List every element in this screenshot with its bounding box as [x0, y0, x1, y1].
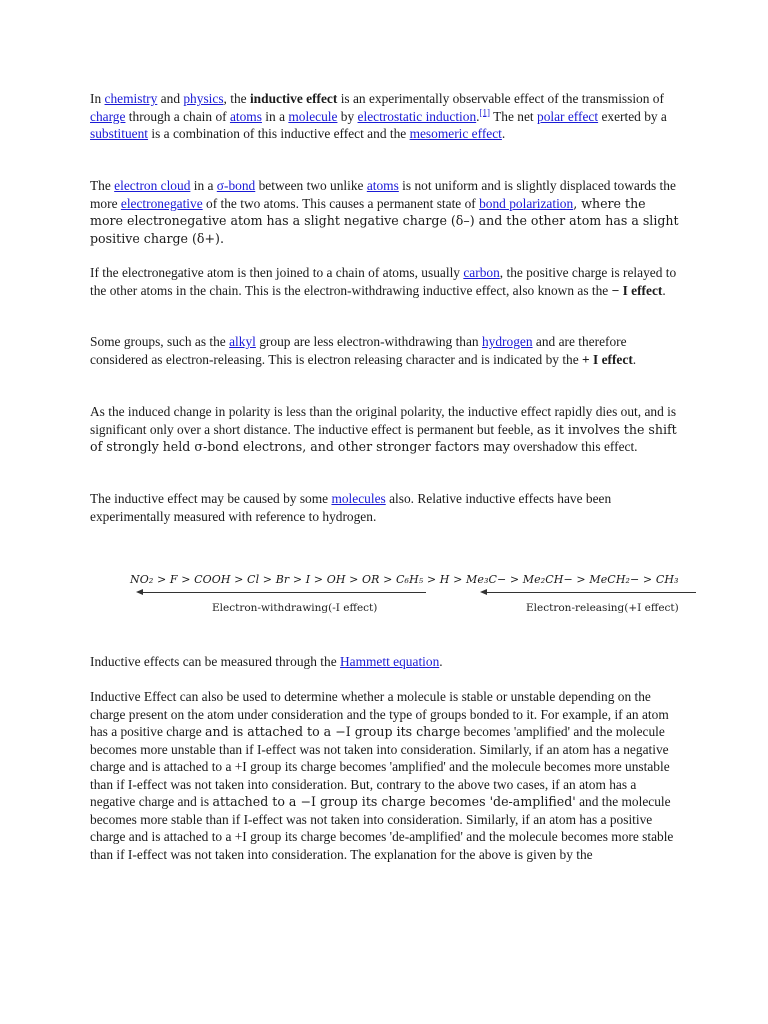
- text: In: [90, 91, 105, 106]
- text: also. Relative inductive effects have been experimentally measured with reference to hydrogen.: [90, 491, 612, 524]
- link-polar-effect[interactable]: polar effect: [537, 108, 599, 124]
- text: The: [90, 178, 115, 193]
- text: of the two atoms. This causes a permanent state of: [202, 195, 480, 211]
- text: .: [439, 654, 443, 669]
- text: , the positive charge is relayed to the other atoms in the chain. This is the electron-withdrawing inductive effect, also known as the: [90, 265, 677, 298]
- text: as it involves the shift of strongly held σ-bond electrons, and other stronger factors may: [90, 421, 677, 454]
- term-plus-i-effect: + I effect: [582, 351, 633, 367]
- link-electrostatic-induction[interactable]: electrostatic induction: [357, 108, 477, 124]
- paragraph-minus-i-effect: [90, 264, 680, 299]
- releasing-arrow-line: [484, 592, 696, 593]
- paragraph-polarity: [90, 403, 680, 456]
- link-physics[interactable]: physics: [183, 91, 224, 106]
- link-carbon[interactable]: carbon: [463, 265, 500, 280]
- link-bond-polarization[interactable]: bond polarization: [479, 195, 574, 211]
- term-inductive-effect: inductive effect: [249, 91, 338, 106]
- text: is a combination of this inductive effect and the: [148, 126, 410, 141]
- text: exerted by a: [598, 108, 667, 124]
- text: overshadow this effect.: [509, 439, 638, 454]
- text: in a: [261, 108, 289, 124]
- text: , where the more electronegative atom has a slight negative charge (δ–) and the other atom has a slight positive charge (δ+).: [90, 195, 679, 246]
- link-hydrogen[interactable]: hydrogen: [481, 334, 533, 349]
- text: is an experimentally observable effect of the transmission of: [337, 91, 664, 106]
- link-alkyl[interactable]: alkyl: [229, 334, 256, 349]
- link-atoms[interactable]: atoms: [229, 108, 262, 124]
- text: in a: [190, 178, 217, 193]
- text: Inductive effects can be measured through the: [90, 654, 340, 669]
- withdrawing-arrow-line: [140, 592, 426, 593]
- link-hammett-equation[interactable]: Hammett equation: [339, 654, 440, 669]
- link-molecules[interactable]: molecules: [331, 491, 386, 506]
- term-minus-i-effect: − I effect: [611, 282, 663, 298]
- link-charge[interactable]: charge: [90, 108, 126, 124]
- text: and: [157, 91, 184, 106]
- inductive-series-formula: NO₂ > F > COOH > Cl > Br > I > OH > OR > C₆H₅ > H > Me₃C− > Me₂CH− > MeCH₂− > CH₃: [130, 573, 679, 586]
- text: through a chain of: [125, 108, 230, 124]
- text: by: [337, 108, 358, 124]
- text: and are therefore considered as electron-releasing. This is electron releasing character and is indicated by the: [90, 334, 627, 367]
- text: The inductive effect may be caused by some: [90, 491, 332, 506]
- text: If the electronegative atom is then joined to a chain of atoms, usually: [90, 265, 464, 280]
- withdrawing-label: Electron-withdrawing(-I effect): [212, 602, 378, 614]
- text: .: [476, 108, 480, 124]
- text: .: [632, 351, 637, 367]
- link-electron-cloud[interactable]: electron cloud: [114, 178, 191, 193]
- link-atoms[interactable]: atoms: [366, 178, 399, 193]
- text: attached to a −I group its charge becomes 'de-amplified': [212, 794, 576, 809]
- text: group are less electron-withdrawing than: [255, 334, 482, 349]
- text: Inductive Effect can also be used to determine whether a molecule is stable or unstable depending on the charge present on the atom under consideration and the type of groups bonded to it. For example, if an atom has a positive charge: [90, 689, 669, 739]
- paragraph-electron-cloud: [90, 177, 680, 247]
- text: As the induced change in polarity is less than the original polarity, the inductive effect rapidly dies out, and is significant only over a short distance. The inductive effect is permanent but feeble,: [90, 404, 677, 437]
- paragraph-intro: [90, 90, 680, 143]
- paragraph-stability: [90, 688, 680, 863]
- text: Some groups, such as the: [90, 334, 230, 349]
- text: .: [662, 282, 666, 298]
- text: , the: [223, 91, 250, 106]
- text: between two unlike: [255, 178, 367, 193]
- text: becomes 'amplified' and the molecule becomes more unstable than if I-effect was not taken into consideration. Similarly, if an atom has a negative charge and is attached to a +I group its charge becomes 'amplified' and the molecule becomes more unstable than if I-effect was not taken into consideration. But, contrary to the above two cases, if an atom has a negative charge and is: [90, 724, 670, 809]
- link-molecule[interactable]: molecule: [288, 108, 338, 124]
- text: .: [501, 126, 506, 141]
- link-mesomeric-effect[interactable]: mesomeric effect: [409, 126, 502, 141]
- text: The net: [490, 108, 537, 124]
- link-chemistry[interactable]: chemistry: [104, 91, 158, 106]
- text: and the molecule becomes more stable than if I-effect was not taken into consideration. Similarly, if an atom has a positive charge and is attached to a +I group its charge becomes 'de-amplified' and the molecule becomes more stable than if I-effect was not taken into consideration. The explanation for the above is given by the: [90, 794, 674, 862]
- text: and is attached to a −I group its charge: [205, 724, 461, 739]
- paragraph-plus-i-effect: [90, 333, 680, 368]
- reference-link[interactable]: [1]: [479, 107, 491, 118]
- link-sigma-bond[interactable]: σ-bond: [216, 178, 256, 193]
- paragraph-molecules: [90, 490, 680, 525]
- text: is not uniform and is slightly displaced towards the more: [90, 178, 676, 211]
- link-substituent[interactable]: substituent: [90, 126, 149, 141]
- paragraph-hammett: [90, 653, 680, 671]
- link-electronegative[interactable]: electronegative: [120, 195, 203, 211]
- releasing-label: Electron-releasing(+I effect): [526, 602, 679, 614]
